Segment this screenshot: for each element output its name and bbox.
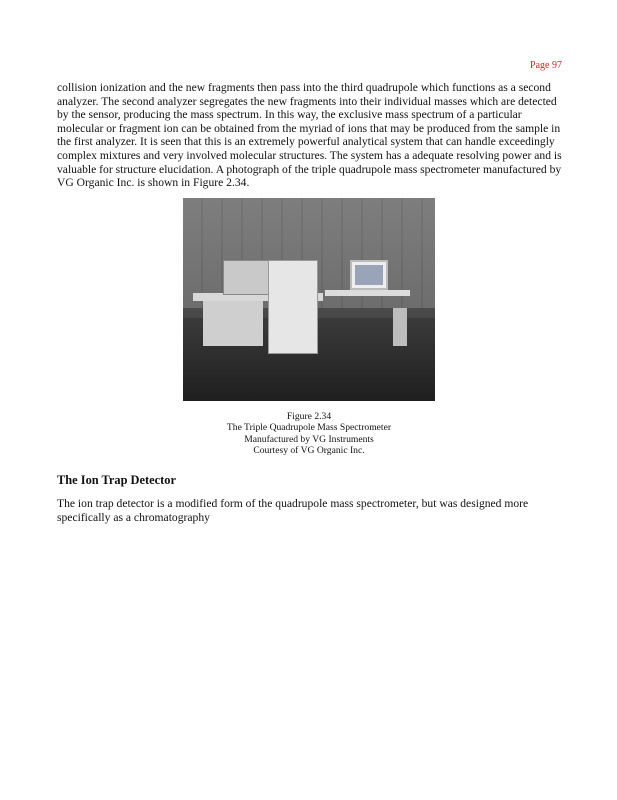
figure-manufacturer: Manufactured by VG Instruments	[244, 433, 374, 445]
photo-instrument-top	[223, 260, 270, 295]
photo-computer-tower	[393, 308, 407, 346]
page-number: Page 97	[530, 60, 562, 71]
figure-courtesy: Courtesy of VG Organic Inc.	[253, 445, 365, 457]
figure-title: The Triple Quadrupole Mass Spectrometer	[226, 422, 392, 434]
body-paragraph-2: The ion trap detector is a modified form of the quadrupole mass spectrometer, but was designed more specifically as a chromatography	[57, 497, 529, 524]
photo-cabinet	[203, 301, 263, 346]
figure-caption	[183, 411, 435, 457]
section-heading: The Ion Trap Detector	[57, 473, 176, 487]
body-paragraph: collision ionization and the new fragments then pass into the third quadrupole which functions as a second analyzer. The second analyzer segregates the new fragments into their individual masses which are detected by the sensor, producing the mass spectrum. In this way, the exclusive mass spectrum of a particular molecular or fragment ion can be obtained from the myriad of ions that may be produced from the sample in the first analyzer. It is seen that this is an extremely powerful analytical system that can handle exceedingly complex mixtures and very involved molecular structures. The system has a adequate resolving power and is valuable for structure elucidation. A photograph of the triple quadrupole mass spectrometer manufactured by VG Organic Inc. is shown in Figure 2.34.	[57, 81, 562, 190]
photo-monitor-screen	[355, 265, 383, 285]
photo-instrument	[268, 260, 318, 354]
photo-desk-right	[325, 290, 410, 296]
photo-monitor	[350, 260, 388, 290]
figure-number: Figure 2.34	[286, 411, 332, 422]
spectrometer-photo	[183, 198, 435, 401]
